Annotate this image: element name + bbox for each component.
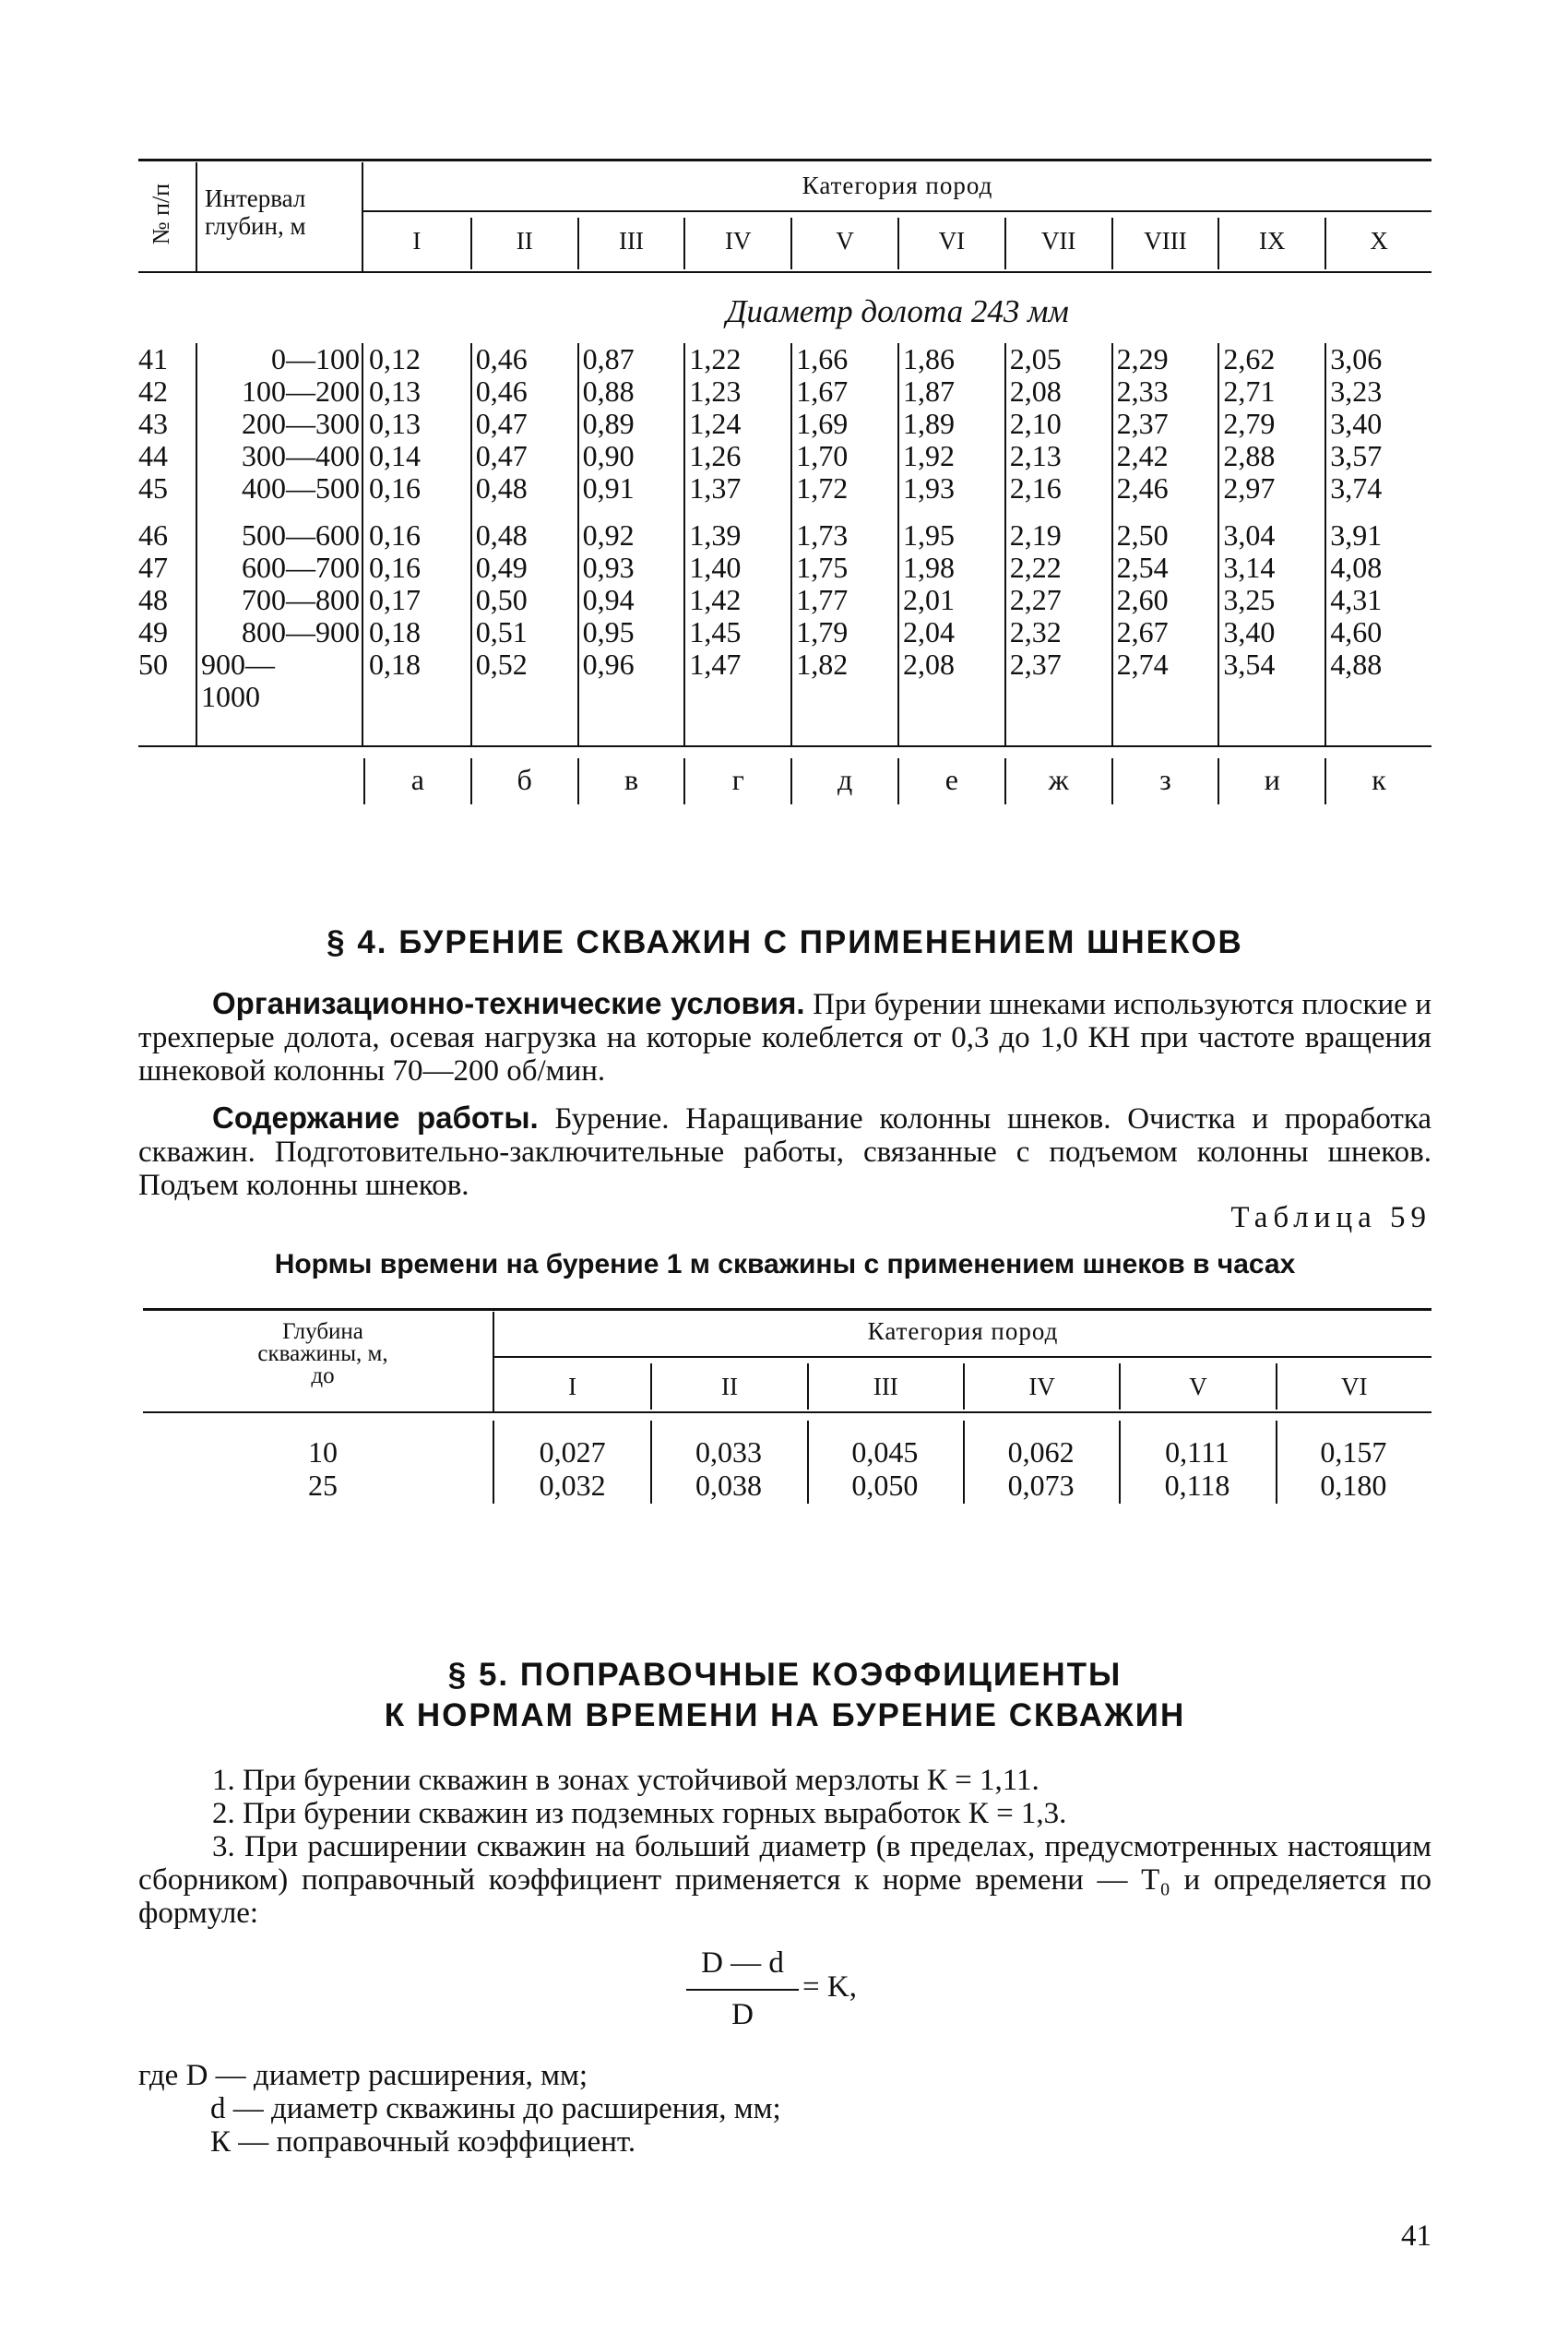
section5-title-line-2: К НОРМАМ ВРЕМЕНИ НА БУРЕНИЕ СКВАЖИН [384, 1697, 1186, 1733]
table-cell: 2,79 [1223, 407, 1276, 440]
table-cell: 2,62 [1223, 342, 1276, 375]
table-cell: 2,29 [1116, 342, 1169, 375]
section4-p2-lead: Содержание работы. [212, 1101, 539, 1135]
table-cell: 2,10 [1009, 407, 1062, 440]
table-cell: 3,74 [1330, 471, 1383, 505]
table-cell: 2,54 [1116, 551, 1169, 584]
formula-fraction-bar [686, 1989, 799, 1991]
table-row [138, 375, 1431, 408]
section5-item-3: 3. При расширении скважин на больший диаметр (в пределах, предусмотренных настоящим сборником) поправочный коэффициент применяется к норме времени — Т₀ и определяется по формуле: [138, 1830, 1431, 1930]
table2-header-depth: Глубина скважины, м, до [257, 1319, 388, 1388]
table-cell: 1,69 [796, 407, 849, 440]
table-cell: 4,88 [1330, 648, 1383, 681]
table-cell: 0,48 [475, 471, 528, 505]
table1-column-header: VII [1004, 218, 1111, 269]
page-number: 41 [1401, 2219, 1431, 2253]
table-cell: 0,89 [582, 407, 635, 440]
depth-value: 25 [308, 1469, 338, 1502]
table-cell: 2,32 [1009, 615, 1062, 648]
table2-column-header: VI [1276, 1363, 1431, 1410]
table-cell: 0,14 [369, 439, 421, 472]
table-cell: 0,93 [582, 551, 635, 584]
table1-bottom-rule [138, 745, 1431, 747]
table1-footer-letters [363, 758, 1431, 804]
table1-column-header: III [577, 218, 684, 269]
table-row [138, 343, 1431, 375]
table-cell: 1,98 [903, 551, 955, 584]
table-row [143, 1435, 1431, 1469]
table-cell: 0,16 [369, 551, 421, 584]
table-cell: 1,22 [689, 342, 742, 375]
table-cell: 2,04 [903, 615, 955, 648]
table-cell: 3,14 [1223, 551, 1276, 584]
table1-column-header: VI [897, 218, 1004, 269]
table1-header-category-rule [363, 210, 1431, 212]
table-cell: 2,16 [1009, 471, 1062, 505]
table-row [138, 616, 1431, 648]
table-cell: 3,06 [1330, 342, 1383, 375]
section5-item-1: 1. При бурении скважин в зонах устойчивой мерзлоты К = 1,11. [212, 1764, 1039, 1797]
table-cell: 0,13 [369, 375, 421, 408]
table-cell: 0,91 [582, 471, 635, 505]
formula [673, 1946, 913, 2048]
row-number: 49 [138, 615, 168, 648]
table-cell: 0,045 [851, 1435, 919, 1469]
table-cell: 0,47 [475, 407, 528, 440]
table-cell: 2,01 [903, 583, 955, 616]
table-cell: 0,95 [582, 615, 635, 648]
table-cell: 0,16 [369, 471, 421, 505]
table-cell: 1,89 [903, 407, 955, 440]
row-number: 43 [138, 407, 168, 440]
column-letter: к [1324, 758, 1431, 804]
section5-title-line-1: § 5. ПОПРАВОЧНЫЕ КОЭФФИЦИЕНТЫ [447, 1657, 1123, 1693]
column-letter: в [577, 758, 684, 804]
section4-p2-text: Бурение. Наращивание колонны шнеков. Очистка и проработка скважин. Подготовительно-заключительные работы, связанные с подъемом колонны шнеков. Подъем колонны шнеков. [138, 1102, 1431, 1202]
depth-interval: 0—100 [271, 342, 360, 375]
table-cell: 1,72 [796, 471, 849, 505]
row-number: 44 [138, 439, 168, 472]
table-cell: 1,24 [689, 407, 742, 440]
table-row [138, 584, 1431, 616]
table-cell: 0,96 [582, 648, 635, 681]
table-cell: 1,70 [796, 439, 849, 472]
table-row [138, 440, 1431, 472]
where-line-2: d — диаметр скважины до расширения, мм; [210, 2092, 781, 2125]
table-cell: 3,54 [1223, 648, 1276, 681]
table-cell: 2,19 [1009, 518, 1062, 552]
table-cell: 2,97 [1223, 471, 1276, 505]
table-row [143, 1469, 1431, 1502]
section4-p1-text: При бурении шнеками используются плоские и трехперые долота, осевая нагрузка на которые колеблется от 0,3 до 1,0 КН при частоте вращения шнековой колонны 70—200 об/мин. [138, 988, 1432, 1088]
table-cell: 0,038 [695, 1469, 762, 1502]
table-cell: 0,90 [582, 439, 635, 472]
table-cell: 0,073 [1007, 1469, 1075, 1502]
table2-column-header: V [1119, 1363, 1275, 1410]
depth-interval: 500—600 [242, 518, 360, 552]
table-cell: 1,82 [796, 648, 849, 681]
table1-subtitle: Диаметр долота 243 мм [726, 293, 1069, 329]
table-cell: 0,88 [582, 375, 635, 408]
table-cell: 0,51 [475, 615, 528, 648]
table-cell: 0,16 [369, 518, 421, 552]
table-cell: 3,04 [1223, 518, 1276, 552]
column-letter: д [790, 758, 897, 804]
depth-interval: 400—500 [242, 471, 360, 505]
table-cell: 0,027 [539, 1435, 606, 1469]
table-cell: 3,91 [1330, 518, 1383, 552]
table2-column-header: IV [963, 1363, 1119, 1410]
table-cell: 3,23 [1330, 375, 1383, 408]
table-cell: 0,050 [851, 1469, 919, 1502]
table1-top-rule [138, 159, 1431, 161]
table2-body [143, 1421, 1431, 1522]
table-cell: 0,94 [582, 583, 635, 616]
table-cell: 0,49 [475, 551, 528, 584]
table-cell: 0,52 [475, 648, 528, 681]
table-cell: 0,032 [539, 1469, 606, 1502]
table-cell: 0,111 [1165, 1435, 1229, 1469]
table-cell: 2,27 [1009, 583, 1062, 616]
row-number: 45 [138, 471, 168, 505]
table-cell: 0,46 [475, 342, 528, 375]
table-cell: 1,39 [689, 518, 742, 552]
table-cell: 1,37 [689, 471, 742, 505]
table-cell: 1,73 [796, 518, 849, 552]
table-cell: 1,75 [796, 551, 849, 584]
table-cell: 1,95 [903, 518, 955, 552]
table-cell: 3,25 [1223, 583, 1276, 616]
table-row [138, 519, 1431, 552]
table1-header-category: Категория пород [802, 172, 993, 199]
column-letter: б [470, 758, 577, 804]
formula-rhs: = K, [802, 1970, 857, 2004]
table1-column-header: IX [1218, 218, 1324, 269]
table-cell: 2,60 [1116, 583, 1169, 616]
table1-body [138, 343, 1431, 747]
table1-column-header: IV [683, 218, 790, 269]
table-cell: 2,71 [1223, 375, 1276, 408]
row-number: 42 [138, 375, 168, 408]
table-cell: 4,08 [1330, 551, 1383, 584]
table-cell: 2,74 [1116, 648, 1169, 681]
table-cell: 3,40 [1330, 407, 1383, 440]
depth-interval: 200—300 [242, 407, 360, 440]
table2-header-bottom-rule [143, 1411, 1431, 1413]
section4-paragraph-1 [138, 987, 1431, 1088]
table-cell: 0,062 [1007, 1435, 1075, 1469]
table-cell: 1,87 [903, 375, 955, 408]
table-row [138, 552, 1431, 584]
table-cell: 1,26 [689, 439, 742, 472]
table-cell: 0,47 [475, 439, 528, 472]
table-cell: 2,22 [1009, 551, 1062, 584]
table-cell: 0,18 [369, 648, 421, 681]
table-cell: 2,50 [1116, 518, 1169, 552]
depth-interval: 800—900 [242, 615, 360, 648]
table-cell: 1,40 [689, 551, 742, 584]
table2-header-columns [494, 1363, 1431, 1410]
column-letter: ж [1004, 758, 1111, 804]
table-cell: 0,157 [1320, 1435, 1387, 1469]
table-cell: 1,45 [689, 615, 742, 648]
column-letter: з [1111, 758, 1218, 804]
table1-column-header: II [470, 218, 577, 269]
table1-header-columns [363, 218, 1431, 269]
table-cell: 2,67 [1116, 615, 1169, 648]
section4-title: § 4. БУРЕНИЕ СКВАЖИН С ПРИМЕНЕНИЕМ ШНЕКОВ [327, 924, 1243, 960]
table-cell: 1,79 [796, 615, 849, 648]
section4-paragraph-2 [138, 1101, 1431, 1202]
formula-numerator: D — d [701, 1946, 784, 1980]
row-number: 48 [138, 583, 168, 616]
table1-column-header: VIII [1111, 218, 1218, 269]
table-cell: 1,77 [796, 583, 849, 616]
table-cell: 0,46 [475, 375, 528, 408]
depth-interval: 600—700 [242, 551, 360, 584]
table2-column-header: II [650, 1363, 806, 1410]
table-cell: 0,17 [369, 583, 421, 616]
table-cell: 2,08 [903, 648, 955, 681]
table-cell: 3,57 [1330, 439, 1383, 472]
table-cell: 0,50 [475, 583, 528, 616]
table-cell: 2,37 [1116, 407, 1169, 440]
where-line-1: где D — диаметр расширения, мм; [138, 2059, 588, 2092]
table-cell: 1,42 [689, 583, 742, 616]
column-letter: а [363, 758, 470, 804]
table-cell: 1,93 [903, 471, 955, 505]
table2-top-rule [143, 1308, 1431, 1311]
table1-header-bottom-rule [138, 271, 1431, 273]
table2-column-header: I [568, 1373, 577, 1400]
table-cell: 4,31 [1330, 583, 1383, 616]
column-letter: е [897, 758, 1004, 804]
table-cell: 3,40 [1223, 615, 1276, 648]
row-number: 47 [138, 551, 168, 584]
column-letter: г [683, 758, 790, 804]
table-cell: 0,118 [1164, 1469, 1230, 1502]
table-cell: 1,67 [796, 375, 849, 408]
table-cell: 2,33 [1116, 375, 1169, 408]
table-cell: 1,66 [796, 342, 849, 375]
depth-interval: 100—200 [242, 375, 360, 408]
table1-header-num-divider [196, 162, 197, 273]
table-cell: 0,12 [369, 342, 421, 375]
table1-column-header: I [412, 227, 422, 255]
depth-interval: 900— 1000 [201, 648, 275, 713]
table-row [138, 472, 1431, 505]
table-cell: 1,23 [689, 375, 742, 408]
table-row [138, 408, 1431, 440]
table-cell: 1,47 [689, 648, 742, 681]
table-cell: 2,13 [1009, 439, 1062, 472]
table1-column-header: X [1324, 218, 1431, 269]
table59-title: Нормы времени на бурение 1 м скважины с применением шнеков в часах [274, 1249, 1296, 1279]
table-cell: 1,92 [903, 439, 955, 472]
table-cell: 0,033 [695, 1435, 762, 1469]
row-number: 41 [138, 342, 168, 375]
table1-header-interval: Интервал глубин, м [205, 184, 306, 240]
depth-interval: 700—800 [242, 583, 360, 616]
row-number: 46 [138, 518, 168, 552]
table-cell: 2,46 [1116, 471, 1169, 505]
section4-p1-lead: Организационно-технические условия. [212, 986, 805, 1020]
row-number: 50 [138, 648, 168, 681]
table-cell: 2,08 [1009, 375, 1062, 408]
formula-denominator: D [731, 1998, 754, 2031]
table2-header-category-rule [494, 1356, 1431, 1358]
table-cell: 1,86 [903, 342, 955, 375]
table-cell: 0,92 [582, 518, 635, 552]
table-cell: 0,48 [475, 518, 528, 552]
table-row [138, 648, 1431, 713]
table2-column-header: III [807, 1363, 963, 1410]
where-line-3: К — поправочный коэффициент. [210, 2125, 636, 2159]
table1-header-num: № п/п [148, 183, 174, 245]
table-cell: 0,18 [369, 615, 421, 648]
depth-value: 10 [308, 1435, 338, 1469]
table-cell: 2,88 [1223, 439, 1276, 472]
table2-header-category: Категория пород [867, 1317, 1059, 1345]
table-cell: 0,180 [1320, 1469, 1387, 1502]
table1-column-header: V [790, 218, 897, 269]
table-cell: 4,60 [1330, 615, 1383, 648]
table-cell: 0,87 [582, 342, 635, 375]
table-cell: 2,05 [1009, 342, 1062, 375]
table59-label: Таблица 59 [1230, 1201, 1431, 1234]
section5-item-2: 2. При бурении скважин из подземных горных выработок К = 1,3. [212, 1797, 1067, 1830]
table-cell: 2,42 [1116, 439, 1169, 472]
column-letter: и [1218, 758, 1324, 804]
depth-interval: 300—400 [242, 439, 360, 472]
table-cell: 2,37 [1009, 648, 1062, 681]
table-cell: 0,13 [369, 407, 421, 440]
